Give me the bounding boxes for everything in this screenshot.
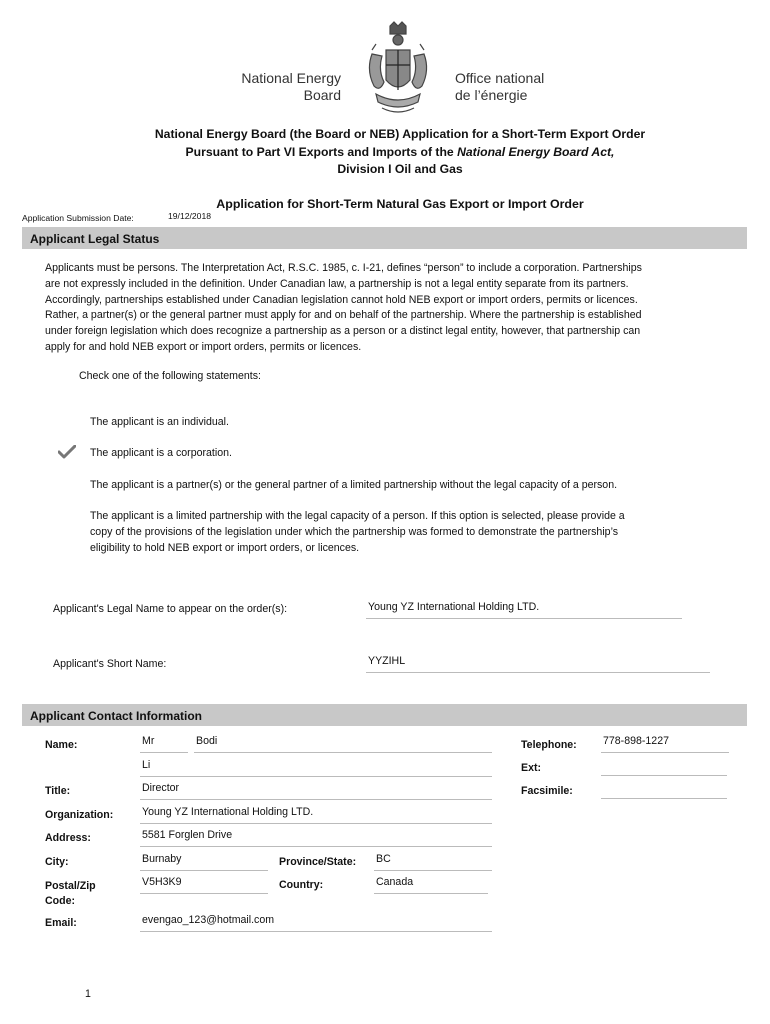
legal-name-label: Applicant's Legal Name to appear on the order(s): [53, 603, 288, 615]
email-field[interactable]: evengao_123@hotmail.com [140, 913, 492, 932]
address-label: Address: [45, 832, 91, 844]
country-field[interactable]: Canada [374, 875, 488, 894]
telephone-label: Telephone: [521, 739, 577, 751]
document-title: National Energy Board (the Board or NEB) Application for a Short-Term Export Order Pursuant to Part VI Exports and Imports of the National Energy Board Act, Division I Oil and Gas [154, 127, 646, 176]
title-field[interactable]: Director [140, 781, 492, 800]
check-instruction: Check one of the following statements: [79, 370, 261, 382]
short-name-label: Applicant's Short Name: [53, 658, 167, 670]
option-partner[interactable]: The applicant is a partner(s) or the general partner of a limited partnership without the legal capacity of a person. [90, 479, 618, 491]
last-name-field[interactable]: Li [140, 758, 492, 777]
option-individual[interactable]: The applicant is an individual. [90, 416, 229, 428]
legal-status-paragraph: Applicants must be persons. The Interpretation Act, R.S.C. 1985, c. I-21, defines “person” to include a corporation. Partnerships are not expressly included in the definition. Under Canadian law, a partnership is not a legal entity separate from its partners. Accordingly, partnerships established under Canadian legislation cannot hold NEB export or import orders, permits or licences. Rather, a partner(s) or the general partner must apply for and on behalf of the partnership. Where the partnership is established under foreign legislation which does recognize a partnership as a person or a distinct legal entity, however, that partnership can apply for and hold NEB export or import orders, permits or licences. [45, 262, 642, 353]
document-subtitle: Application for Short-Term Natural Gas Export or Import Order [216, 197, 584, 211]
contact-section-header: Applicant Contact Information [22, 704, 747, 726]
province-label: Province/State: [279, 856, 357, 868]
page-number: 1 [85, 988, 91, 1000]
address-field[interactable]: 5581 Forglen Drive [140, 828, 492, 847]
ext-field[interactable] [601, 757, 727, 776]
organization-label: Organization: [45, 809, 114, 821]
option-limited-partnership[interactable]: The applicant is a limited partnership with the legal capacity of a person. If this option is selected, please provide a copy of the provisions of the legislation under which the partnership was formed to demonstrate the partnership’s eligibility to hold NEB export or import orders, or licences. [90, 510, 625, 554]
submission-date-value: 19/12/2018 [168, 211, 212, 221]
ext-label: Ext: [521, 762, 542, 774]
title-label: Title: [45, 785, 71, 797]
city-label: City: [45, 856, 69, 868]
header-english: National Energy Board [241, 70, 341, 103]
province-field[interactable]: BC [374, 852, 492, 871]
canada-coat-of-arms-icon [362, 20, 434, 120]
telephone-field[interactable]: 778-898-1227 [601, 734, 729, 753]
organization-field[interactable]: Young YZ International Holding LTD. [140, 805, 492, 824]
facsimile-label: Facsimile: [521, 785, 573, 797]
first-name-field[interactable]: Bodi [194, 734, 492, 753]
header-french: Office national de l’énergie [455, 70, 545, 103]
country-label: Country: [279, 879, 324, 891]
legal-status-section-header: Applicant Legal Status [22, 227, 747, 249]
facsimile-field[interactable] [601, 780, 727, 799]
postal-label: Postal/Zip Code: [45, 880, 96, 907]
submission-date-label: Application Submission Date: [22, 213, 134, 223]
salutation-field[interactable]: Mr [140, 734, 188, 753]
checkmark-icon[interactable] [58, 445, 76, 459]
option-corporation[interactable]: The applicant is a corporation. [90, 447, 232, 459]
city-field[interactable]: Burnaby [140, 852, 268, 871]
short-name-field[interactable]: YYZIHL [366, 654, 710, 673]
email-label: Email: [45, 917, 77, 929]
legal-name-field[interactable]: Young YZ International Holding LTD. [366, 600, 682, 619]
name-label: Name: [45, 739, 78, 751]
postal-field[interactable]: V5H3K9 [140, 875, 268, 894]
